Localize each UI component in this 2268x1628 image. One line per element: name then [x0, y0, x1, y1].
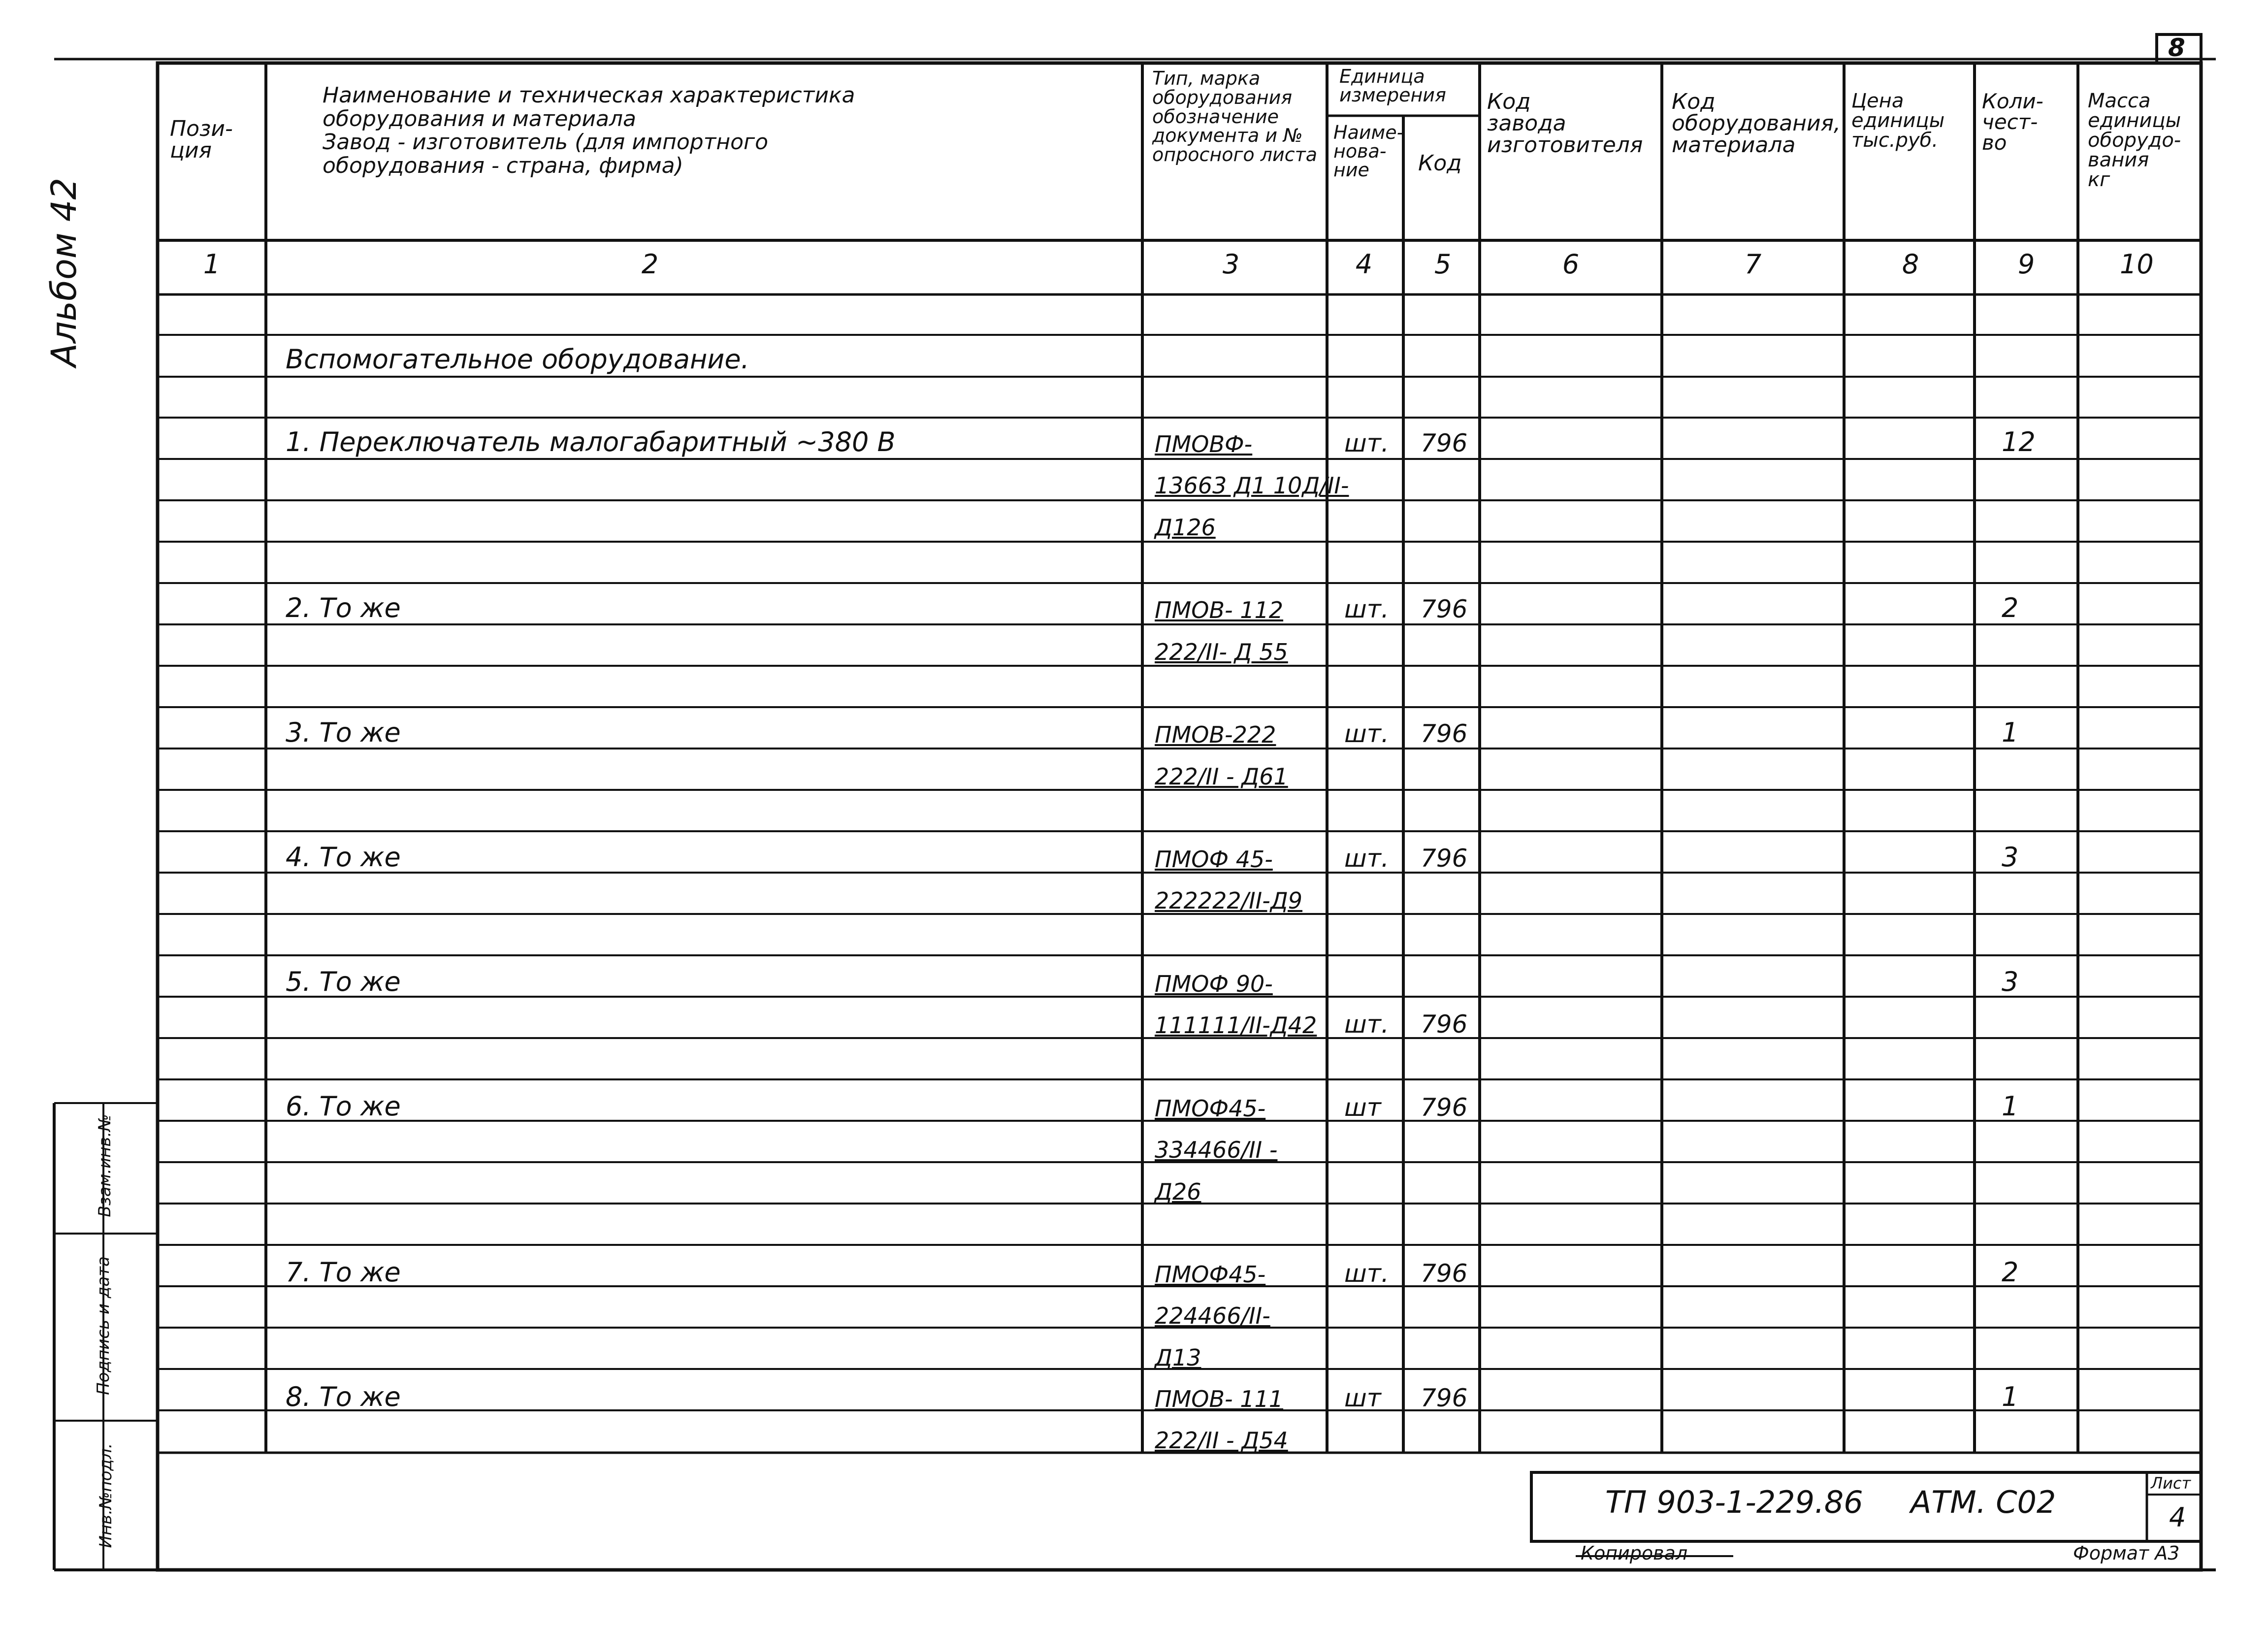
document-mark: АТМ. С02	[1911, 1484, 2056, 1520]
table-row	[158, 294, 2201, 336]
row-unit: шт.	[1344, 719, 1389, 749]
row-unit: шт.	[1344, 844, 1389, 873]
row-quantity: 12	[2002, 426, 2036, 458]
table-row	[158, 1415, 2201, 1457]
table-row	[158, 1166, 2201, 1207]
colnum-2: 2	[641, 249, 659, 280]
row-type: ПМОВ- 112	[1155, 597, 1284, 624]
stamp-original-inventory: Инв.№подл.	[96, 1443, 116, 1548]
header-unit-code: Код	[1418, 151, 1462, 176]
header-unit-price: Цена единицы тыс.руб.	[1851, 90, 1945, 152]
row-unit: шт	[1344, 1093, 1381, 1122]
row-type: 222/II - Д54	[1155, 1427, 1288, 1454]
table-row	[158, 1249, 2201, 1291]
stamp-signature-date: Подпись и дата	[94, 1256, 113, 1395]
row-name: 3. То же	[286, 717, 401, 749]
table-row	[158, 419, 2201, 460]
sheet-value: 4	[2169, 1502, 2186, 1533]
row-type: 224466/II-	[1155, 1302, 1270, 1330]
colnum-3: 3	[1222, 249, 1240, 280]
table-row	[158, 544, 2201, 585]
row-unit: шт.	[1344, 429, 1389, 458]
colnum-7: 7	[1744, 249, 1762, 280]
table-row	[158, 336, 2201, 377]
colnum-6: 6	[1562, 249, 1580, 280]
row-quantity: 2	[2002, 592, 2019, 624]
row-type: ПМОФ45-	[1155, 1261, 1266, 1288]
header-unit-name: Наиме- нова- ние	[1333, 122, 1404, 181]
table-row	[158, 1125, 2201, 1166]
row-quantity: 1	[2002, 1381, 2019, 1413]
colnum-1: 1	[203, 249, 221, 280]
row-code: 796	[1421, 1384, 1468, 1413]
row-code: 796	[1421, 844, 1468, 873]
row-name: 5. То же	[286, 966, 401, 998]
row-quantity: 1	[2002, 1090, 2019, 1122]
row-type: 222/II- Д 55	[1155, 638, 1288, 665]
header-factory-code: Код завода изготовителя	[1487, 89, 1643, 158]
row-code: 796	[1421, 1093, 1468, 1122]
document-code: ТП 903-1-229.86	[1605, 1484, 1863, 1520]
table-row	[158, 378, 2201, 419]
table-row	[158, 710, 2201, 751]
row-name: 7. То же	[286, 1257, 401, 1288]
row-type: ПМОВ- 111	[1155, 1386, 1284, 1413]
row-quantity: 3	[2002, 842, 2019, 873]
table-row	[158, 585, 2201, 626]
sheet-label: Лист	[2151, 1474, 2191, 1493]
colnum-4: 4	[1355, 249, 1373, 280]
row-type: ПМОФ 45-	[1155, 846, 1273, 873]
colnum-10: 10	[2120, 249, 2154, 280]
table-row	[158, 1042, 2201, 1083]
table-row	[158, 834, 2201, 876]
row-name: 4. То же	[286, 842, 401, 873]
table-row	[158, 793, 2201, 834]
row-unit: шт.	[1344, 595, 1389, 624]
table-row	[158, 1083, 2201, 1125]
row-code: 796	[1421, 429, 1468, 458]
row-code: 796	[1421, 1010, 1468, 1039]
header-unit-group: Единица измерения	[1339, 65, 1446, 106]
copied-label: Копировал	[1581, 1542, 1688, 1564]
row-type: 334466/II -	[1155, 1137, 1278, 1164]
row-quantity: 1	[2002, 717, 2019, 749]
row-code: 796	[1421, 719, 1468, 749]
header-quantity: Коли- чест- во	[1982, 89, 2043, 155]
table-row	[158, 751, 2201, 792]
row-quantity: 3	[2002, 966, 2019, 998]
table-row	[158, 1000, 2201, 1042]
table-row	[158, 460, 2201, 502]
row-name: 2. То же	[286, 592, 401, 624]
row-type: 111111/II-Д42	[1155, 1012, 1317, 1039]
row-type: 13663 Д1 10Д/II-	[1155, 472, 1349, 499]
header-type: Тип, марка оборудования обозначение документа и № опросного листа	[1152, 67, 1318, 165]
row-name: 1. Переключатель малогабаритный ~380 В	[286, 426, 896, 458]
header-unit-mass: Масса единицы оборудо- вания кг	[2088, 90, 2181, 191]
row-type: 222/II - Д61	[1155, 763, 1288, 790]
table-row	[158, 876, 2201, 917]
row-type: ПМОВ-222	[1155, 721, 1276, 749]
row-unit: шт.	[1344, 1010, 1389, 1039]
table-row	[158, 1374, 2201, 1415]
row-name: Вспомогательное оборудование.	[286, 343, 749, 375]
row-quantity: 2	[2002, 1257, 2019, 1288]
header-name: Наименование и техническая характеристика оборудования и материала Завод - изготовитель (для импортного оборудования - страна, фирма)	[323, 83, 855, 178]
header-position: Пози- ция	[170, 116, 233, 163]
row-name: 6. То же	[286, 1090, 401, 1122]
row-name: 8. То же	[286, 1381, 401, 1413]
row-unit: шт.	[1344, 1259, 1389, 1288]
album-label: Альбом 42	[44, 177, 84, 367]
row-type: ПМОФ 90-	[1155, 971, 1273, 998]
row-type: Д13	[1155, 1344, 1201, 1371]
row-type: 222222/II-Д9	[1155, 887, 1303, 914]
table-row	[158, 959, 2201, 1000]
row-type: ПМОФ45-	[1155, 1095, 1266, 1122]
stamp-replacement-inventory: Взам.инв.№	[95, 1114, 115, 1217]
top-sheet-number: 8	[2168, 33, 2185, 62]
table-row	[158, 668, 2201, 710]
table-row	[158, 917, 2201, 959]
row-unit: шт	[1344, 1384, 1381, 1413]
table-row	[158, 1291, 2201, 1332]
header-equipment-code: Код оборудования, материала	[1672, 89, 1841, 158]
row-type: Д26	[1155, 1178, 1201, 1205]
row-type: ПМОВФ-	[1155, 431, 1253, 458]
row-code: 796	[1421, 595, 1468, 624]
table-row	[158, 502, 2201, 544]
row-type: Д126	[1155, 514, 1216, 541]
colnum-5: 5	[1434, 249, 1452, 280]
row-code: 796	[1421, 1259, 1468, 1288]
colnum-9: 9	[2017, 249, 2035, 280]
colnum-8: 8	[1902, 249, 1919, 280]
format-label: Формат А3	[2073, 1542, 2180, 1564]
table-row	[158, 1208, 2201, 1249]
table-row	[158, 626, 2201, 668]
table-row	[158, 1333, 2201, 1374]
